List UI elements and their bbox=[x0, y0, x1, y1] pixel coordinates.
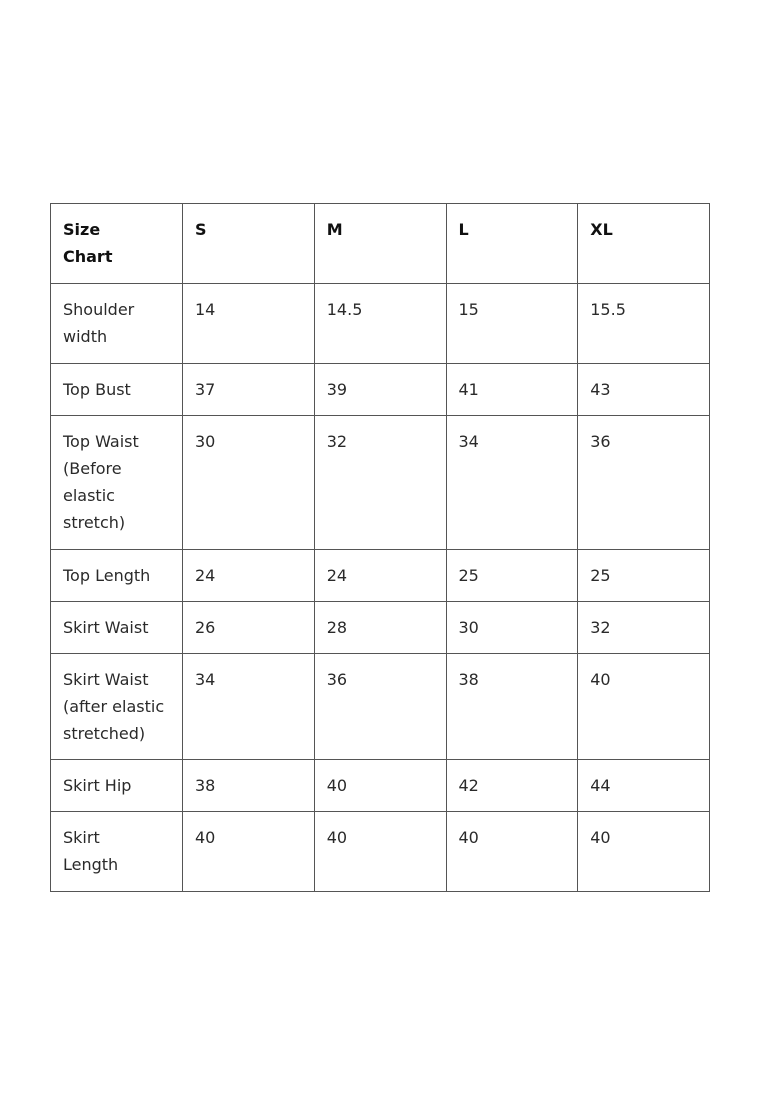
table-cell: 41 bbox=[446, 364, 578, 416]
table-row bbox=[51, 284, 710, 364]
row-label: Shoulder width bbox=[51, 284, 183, 364]
table-header-row bbox=[51, 204, 710, 284]
table-cell: 14.5 bbox=[314, 284, 446, 364]
table-cell: 40 bbox=[578, 812, 710, 892]
row-label: Skirt Waist (after elastic stretched) bbox=[51, 654, 183, 760]
row-label: Top Bust bbox=[51, 364, 183, 416]
table-cell: 40 bbox=[578, 654, 710, 760]
table-row bbox=[51, 416, 710, 550]
table-cell: 36 bbox=[578, 416, 710, 550]
table-cell: 28 bbox=[314, 602, 446, 654]
table-cell: 15.5 bbox=[578, 284, 710, 364]
table-cell: 30 bbox=[183, 416, 315, 550]
table-row bbox=[51, 550, 710, 602]
table-cell: 40 bbox=[314, 812, 446, 892]
table-cell: 44 bbox=[578, 760, 710, 812]
row-label: Top Waist (Before elastic stretch) bbox=[51, 416, 183, 550]
table-cell: 40 bbox=[314, 760, 446, 812]
size-chart-table bbox=[50, 203, 710, 892]
table-cell: 30 bbox=[446, 602, 578, 654]
row-label: Skirt Length bbox=[51, 812, 183, 892]
header-size-s: S bbox=[183, 204, 315, 284]
header-size-l: L bbox=[446, 204, 578, 284]
header-size-xl: XL bbox=[578, 204, 710, 284]
header-size-chart: Size Chart bbox=[51, 204, 183, 284]
table-cell: 38 bbox=[446, 654, 578, 760]
table-cell: 39 bbox=[314, 364, 446, 416]
table-cell: 25 bbox=[578, 550, 710, 602]
row-label: Skirt Hip bbox=[51, 760, 183, 812]
table-row bbox=[51, 364, 710, 416]
table-cell: 14 bbox=[183, 284, 315, 364]
table-row bbox=[51, 812, 710, 892]
table-cell: 25 bbox=[446, 550, 578, 602]
table-cell: 36 bbox=[314, 654, 446, 760]
table-row bbox=[51, 760, 710, 812]
table-cell: 32 bbox=[314, 416, 446, 550]
table-cell: 32 bbox=[578, 602, 710, 654]
row-label: Top Length bbox=[51, 550, 183, 602]
table-cell: 34 bbox=[446, 416, 578, 550]
table-cell: 24 bbox=[183, 550, 315, 602]
table-row bbox=[51, 602, 710, 654]
header-size-m: M bbox=[314, 204, 446, 284]
table-cell: 24 bbox=[314, 550, 446, 602]
table-cell: 34 bbox=[183, 654, 315, 760]
table-cell: 40 bbox=[446, 812, 578, 892]
table-cell: 43 bbox=[578, 364, 710, 416]
table-row bbox=[51, 654, 710, 760]
table-cell: 26 bbox=[183, 602, 315, 654]
table-cell: 37 bbox=[183, 364, 315, 416]
table-cell: 40 bbox=[183, 812, 315, 892]
row-label: Skirt Waist bbox=[51, 602, 183, 654]
table-cell: 38 bbox=[183, 760, 315, 812]
table-cell: 42 bbox=[446, 760, 578, 812]
table-cell: 15 bbox=[446, 284, 578, 364]
